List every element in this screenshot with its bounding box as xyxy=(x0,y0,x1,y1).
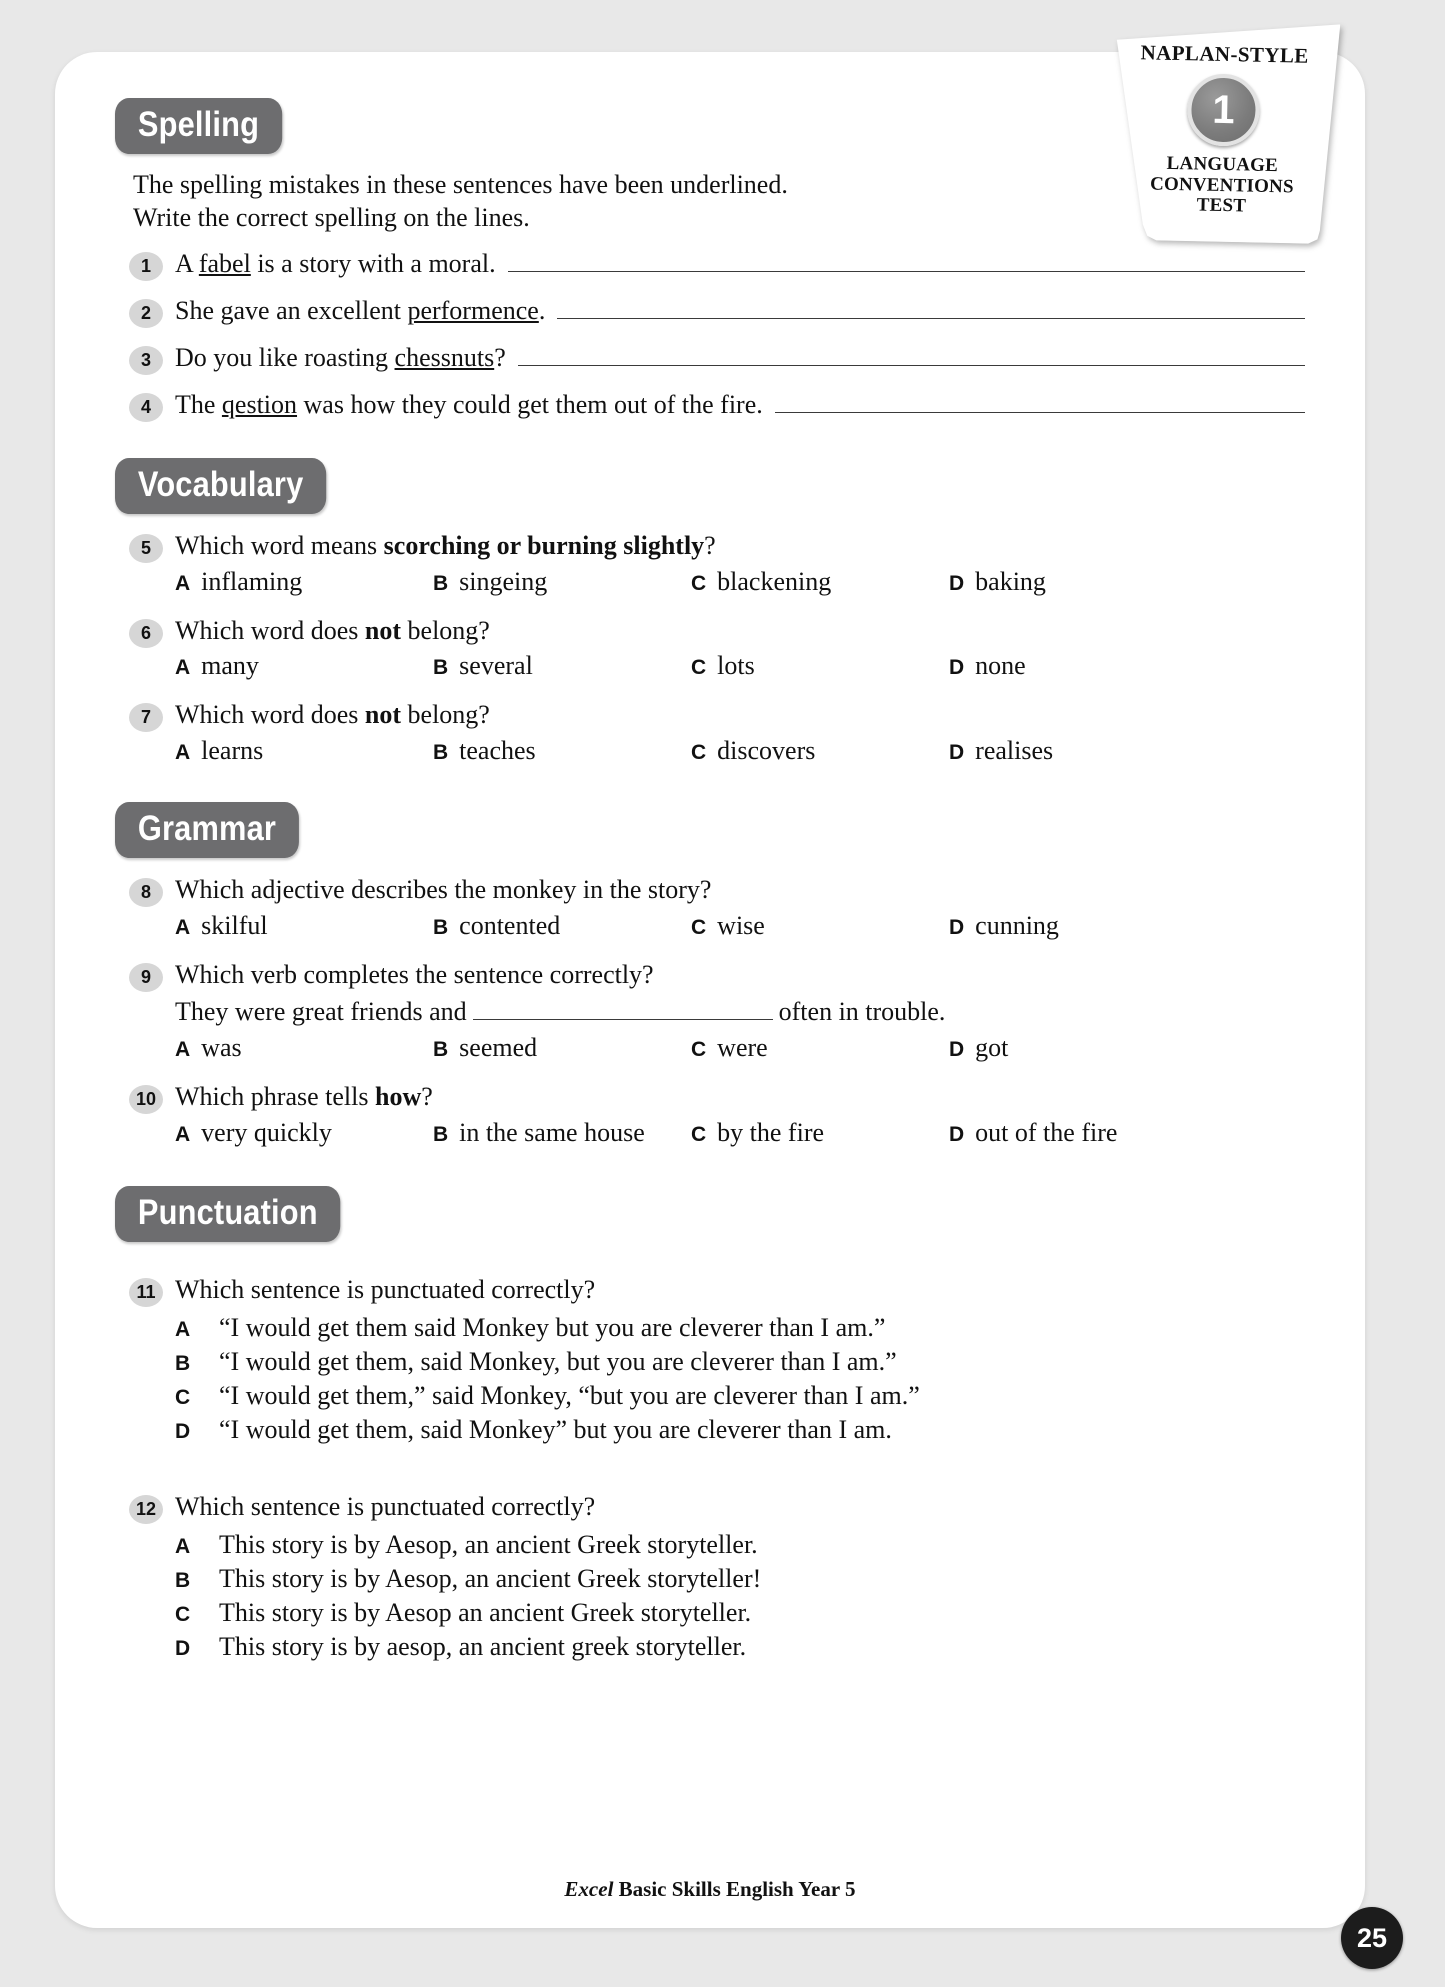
question-text: Which adjective describes the monkey in the story? xyxy=(175,875,712,905)
option-a[interactable] xyxy=(175,911,433,941)
option-letter: A xyxy=(175,1317,191,1341)
option-letter: D xyxy=(175,1419,191,1443)
option-b[interactable] xyxy=(433,911,691,941)
spelling-question-list xyxy=(115,246,1305,424)
option-b[interactable] xyxy=(433,1033,691,1063)
option-text: “I would get them, said Monkey, but you are cleverer than I am.” xyxy=(219,1346,897,1376)
option-letter: C xyxy=(691,741,707,765)
punctuation-question xyxy=(115,1272,1305,1449)
option-text: inflaming xyxy=(201,566,303,596)
option-row xyxy=(175,651,1305,681)
option-c[interactable] xyxy=(175,1598,1305,1628)
question-body xyxy=(175,613,1305,684)
option-d[interactable] xyxy=(949,651,1026,681)
option-c[interactable] xyxy=(175,1381,1305,1411)
option-b[interactable] xyxy=(433,567,691,597)
option-text: This story is by Aesop, an ancient Greek storyteller! xyxy=(219,1563,762,1593)
grammar-question xyxy=(115,1079,1305,1150)
option-letter: D xyxy=(949,656,965,680)
option-text: seemed xyxy=(459,1033,538,1063)
option-b[interactable] xyxy=(175,1347,1305,1377)
question-text: Which phrase tells how? xyxy=(175,1082,433,1112)
option-d[interactable] xyxy=(949,911,1059,941)
option-text: learns xyxy=(201,736,264,766)
option-c[interactable] xyxy=(691,911,949,941)
option-b[interactable] xyxy=(433,736,691,766)
question-text: Which word means scorching or burning slightly? xyxy=(175,530,716,560)
sentence-suffix: often in trouble. xyxy=(778,997,946,1027)
question-body xyxy=(175,1272,1305,1449)
punctuation-question xyxy=(115,1489,1305,1666)
badge-bottom-line-2: CONVENTIONS xyxy=(1149,173,1294,198)
question-number: 8 xyxy=(129,878,163,907)
sentence-text: Do you like roasting chessnuts? xyxy=(175,342,506,372)
question-number: 9 xyxy=(129,963,163,992)
badge-bottom-line-1: LANGUAGE xyxy=(1166,152,1279,177)
option-text: discovers xyxy=(717,736,816,766)
option-row xyxy=(175,567,1305,597)
page-sheet xyxy=(55,52,1365,1928)
question-body xyxy=(175,697,1305,768)
option-d[interactable] xyxy=(949,1118,1117,1148)
option-text: none xyxy=(975,651,1026,681)
question-body xyxy=(175,387,1305,424)
option-letter: A xyxy=(175,741,191,765)
option-text: contented xyxy=(459,911,561,941)
option-text: were xyxy=(717,1033,768,1063)
badge-content xyxy=(1106,20,1341,247)
page-footer xyxy=(55,1877,1365,1902)
option-letter: D xyxy=(949,916,965,940)
option-text: realises xyxy=(975,736,1054,766)
option-text: baking xyxy=(975,566,1046,596)
spelling-question xyxy=(115,340,1305,377)
sentence-text: She gave an excellent performence. xyxy=(175,295,546,325)
question-number: 4 xyxy=(129,393,163,422)
misspelled-word: performence xyxy=(407,295,539,325)
grammar-question xyxy=(115,872,1305,943)
option-letter: A xyxy=(175,571,191,595)
sentence-text: The qestion was how they could get them out of the fire. xyxy=(175,389,763,419)
option-text: got xyxy=(975,1033,1009,1063)
option-row xyxy=(175,911,1305,941)
question-number: 12 xyxy=(129,1495,163,1524)
option-text: by the fire xyxy=(717,1118,825,1147)
option-letter: B xyxy=(433,1123,449,1146)
misspelled-word: fabel xyxy=(198,249,251,279)
option-letter: C xyxy=(691,916,707,940)
option-letter: B xyxy=(433,916,449,940)
question-body xyxy=(175,1489,1305,1666)
option-a[interactable] xyxy=(175,1313,1305,1343)
question-number: 6 xyxy=(129,619,163,648)
punctuation-question-list xyxy=(115,1272,1305,1666)
question-emphasis: not xyxy=(364,615,402,645)
option-a[interactable] xyxy=(175,736,433,766)
section-header-punctuation xyxy=(115,1186,1305,1242)
question-text: Which word does not belong? xyxy=(175,615,490,645)
vocabulary-question xyxy=(115,613,1305,684)
option-stack xyxy=(175,1530,1305,1662)
question-body xyxy=(175,528,1305,599)
option-letter: B xyxy=(433,1038,449,1062)
footer-title: Basic Skills English Year 5 xyxy=(613,1877,856,1901)
option-letter: D xyxy=(949,1123,965,1146)
section-header-grammar xyxy=(115,802,1305,858)
option-letter: B xyxy=(175,1568,191,1592)
option-letter: C xyxy=(691,1038,707,1062)
option-letter: C xyxy=(691,1123,707,1146)
option-letter: C xyxy=(175,1385,191,1409)
question-number: 2 xyxy=(129,299,163,328)
option-a[interactable] xyxy=(175,1033,433,1063)
option-d[interactable] xyxy=(175,1415,1305,1445)
question-emphasis: scorching or burning slightly xyxy=(383,530,705,560)
option-letter: B xyxy=(433,741,449,765)
question-body xyxy=(175,1079,1305,1150)
question-body xyxy=(175,872,1305,943)
option-d[interactable] xyxy=(949,567,1046,597)
misspelled-word: qestion xyxy=(221,389,298,419)
option-c[interactable] xyxy=(691,567,949,597)
option-d[interactable] xyxy=(949,736,1053,766)
option-letter: A xyxy=(175,656,191,680)
footer-brand: Excel xyxy=(564,1877,614,1901)
spelling-row xyxy=(175,293,1305,330)
vocabulary-question-list xyxy=(115,528,1305,769)
spelling-instruction-line-2: Write the correct spelling on the lines. xyxy=(133,203,530,233)
option-letter: C xyxy=(691,656,707,680)
badge-bottom-label xyxy=(1149,153,1294,218)
option-letter: D xyxy=(175,1636,191,1660)
question-number: 10 xyxy=(129,1085,163,1114)
option-c[interactable] xyxy=(691,1118,949,1148)
option-d[interactable] xyxy=(949,1033,1008,1063)
page-content xyxy=(55,52,1365,1928)
option-text: wise xyxy=(717,911,765,941)
option-b[interactable] xyxy=(175,1564,1305,1594)
misspelled-word: chessnuts xyxy=(394,342,495,372)
question-text: Which sentence is punctuated correctly? xyxy=(175,1491,596,1521)
vocabulary-question xyxy=(115,528,1305,599)
option-text: in the same house xyxy=(459,1118,645,1147)
inline-answer-blank[interactable] xyxy=(473,1000,773,1020)
spelling-row xyxy=(175,387,1305,424)
option-text: This story is by aesop, an ancient greek storyteller. xyxy=(219,1631,747,1661)
question-body xyxy=(175,957,1305,1065)
page-number-badge: 25 xyxy=(1341,1907,1403,1969)
question-emphasis: how xyxy=(375,1082,422,1112)
option-text: several xyxy=(459,651,533,681)
option-a[interactable] xyxy=(175,1118,433,1148)
option-d[interactable] xyxy=(175,1632,1305,1662)
spelling-question xyxy=(115,293,1305,330)
spelling-instruction-line-1: The spelling mistakes in these sentences have been underlined. xyxy=(133,170,788,199)
option-text: teaches xyxy=(459,736,536,766)
sentence-text: A fabel is a story with a moral. xyxy=(175,249,496,279)
question-number: 11 xyxy=(129,1278,163,1307)
option-letter: A xyxy=(175,1123,191,1146)
option-c[interactable] xyxy=(691,736,949,766)
option-text: “I would get them said Monkey but you are cleverer than I am.” xyxy=(219,1312,886,1342)
section-title-vocabulary: Vocabulary xyxy=(115,458,326,514)
naplan-test-badge xyxy=(1108,22,1338,244)
question-number: 7 xyxy=(129,703,163,732)
badge-top-label: NAPLAN-STYLE xyxy=(1140,40,1309,68)
option-b[interactable] xyxy=(433,1118,691,1148)
answer-line[interactable] xyxy=(508,250,1305,272)
question-number: 1 xyxy=(129,252,163,281)
option-letter: D xyxy=(949,1038,965,1062)
option-letter: C xyxy=(691,571,707,595)
question-text: Which sentence is punctuated correctly? xyxy=(175,1275,596,1304)
option-letter: D xyxy=(949,571,965,595)
option-text: very quickly xyxy=(201,1118,332,1147)
option-text: This story is by Aesop an ancient Greek storyteller. xyxy=(219,1597,752,1627)
spelling-question xyxy=(115,387,1305,424)
question-body xyxy=(175,293,1305,330)
option-letter: B xyxy=(175,1351,191,1375)
section-title-grammar: Grammar xyxy=(115,802,299,858)
question-text: Which verb completes the sentence correctly? xyxy=(175,960,654,990)
answer-line[interactable] xyxy=(518,344,1305,366)
answer-line[interactable] xyxy=(775,391,1305,413)
section-title-spelling: Spelling xyxy=(115,98,282,154)
question-body xyxy=(175,340,1305,377)
option-letter: B xyxy=(433,656,449,680)
option-a[interactable] xyxy=(175,1530,1305,1560)
spelling-row xyxy=(175,340,1305,377)
section-header-vocabulary xyxy=(115,458,1305,514)
option-a[interactable] xyxy=(175,651,433,681)
option-row xyxy=(175,1118,1305,1148)
question-number: 5 xyxy=(129,534,163,563)
option-text: many xyxy=(201,651,259,681)
option-text: was xyxy=(201,1033,242,1063)
question-text: Which word does not belong? xyxy=(175,700,490,730)
option-letter: A xyxy=(175,1534,191,1558)
option-c[interactable] xyxy=(691,651,949,681)
option-text: singeing xyxy=(459,566,548,596)
question-number: 3 xyxy=(129,346,163,375)
option-letter: A xyxy=(175,916,191,940)
badge-test-number: 1 xyxy=(1187,73,1260,146)
grammar-question-list xyxy=(115,872,1305,1150)
option-letter: B xyxy=(433,571,449,595)
spelling-row xyxy=(175,246,1305,283)
option-text: “I would get them, said Monkey” but you are cleverer than I am. xyxy=(219,1414,892,1444)
sentence-prefix: They were great friends and xyxy=(175,997,467,1027)
option-text: lots xyxy=(717,651,755,681)
fill-in-sentence xyxy=(175,994,1305,1031)
option-letter: A xyxy=(175,1038,191,1062)
option-a[interactable] xyxy=(175,567,433,597)
option-c[interactable] xyxy=(691,1033,949,1063)
option-stack xyxy=(175,1313,1305,1445)
option-row xyxy=(175,1033,1305,1063)
option-b[interactable] xyxy=(433,651,691,681)
section-title-punctuation: Punctuation xyxy=(115,1186,341,1242)
option-text: blackening xyxy=(717,566,832,596)
option-text: “I would get them,” said Monkey, “but you are cleverer than I am.” xyxy=(219,1380,920,1410)
option-text: cunning xyxy=(975,911,1059,941)
option-text: out of the fire xyxy=(975,1118,1118,1147)
answer-line[interactable] xyxy=(557,297,1305,319)
option-letter: D xyxy=(949,741,965,765)
option-letter: C xyxy=(175,1602,191,1626)
option-text: skilful xyxy=(201,911,268,941)
vocabulary-question xyxy=(115,697,1305,768)
option-row xyxy=(175,736,1305,766)
spelling-question xyxy=(115,246,1305,283)
question-body xyxy=(175,246,1305,283)
grammar-question xyxy=(115,957,1305,1065)
option-text: This story is by Aesop, an ancient Greek storyteller. xyxy=(219,1529,758,1559)
badge-bottom-line-3: TEST xyxy=(1196,194,1247,217)
question-emphasis: not xyxy=(364,700,402,730)
